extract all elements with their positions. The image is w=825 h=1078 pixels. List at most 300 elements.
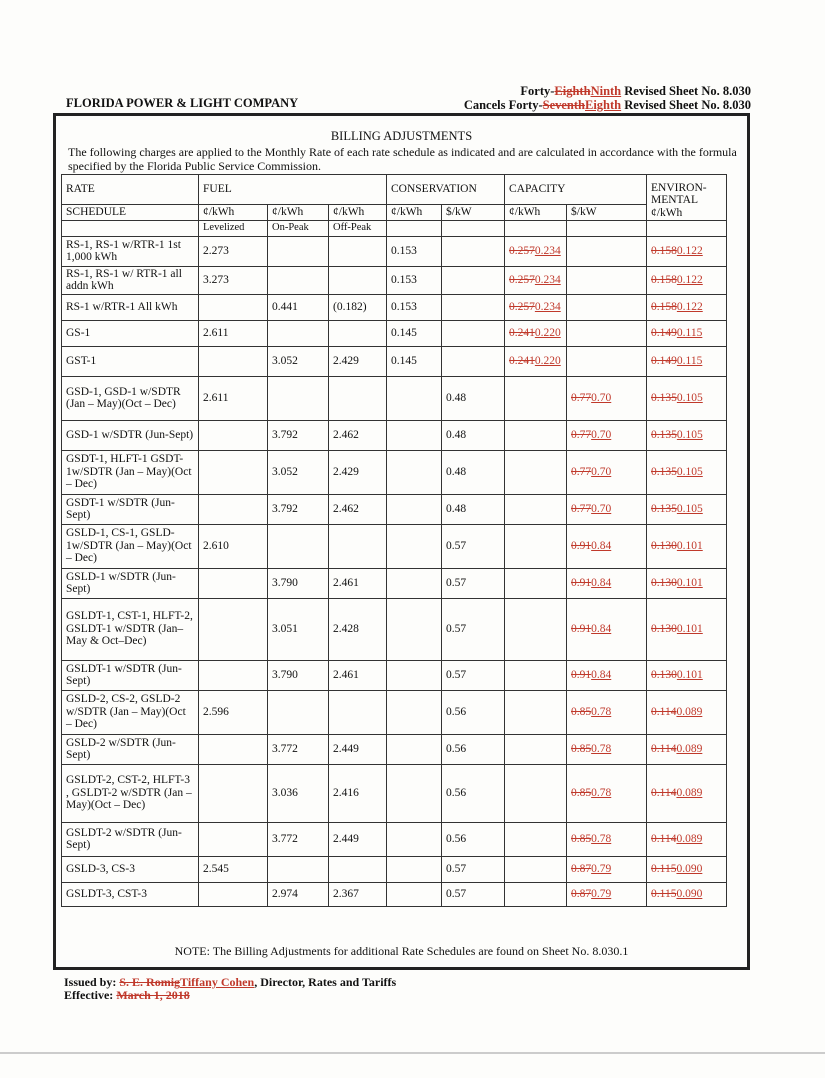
tariff-frame [53,113,750,970]
fuel-onpeak-cell: 3.772 [268,734,329,764]
cons-kw-cell [442,236,505,266]
cap-kw-cell [567,882,647,906]
fuel-levelized-cell [199,734,268,764]
inserted-value: 0.70 [591,391,612,404]
conservation-header: CONSERVATION [387,175,505,205]
cap-kwh-cell [505,376,567,420]
cap-kwh-cell [505,524,567,568]
cons-kwh-cell [387,376,442,420]
schedule-cell: RS-1, RS-1 w/RTR-1 1st 1,000 kWh [62,236,199,266]
fuel-offpeak-cell: (0.182) [329,294,387,320]
cap-kwh-cell [505,236,567,266]
schedule-cell: RS-1 w/RTR-1 All kWh [62,294,199,320]
cons-kwh-cell [387,856,442,882]
cap-kwh-cell [505,450,567,494]
deleted-value: 0.115 [651,887,677,900]
cancels-line [464,98,751,112]
fuel-onpeak-cell: 3.790 [268,568,329,598]
fuel-offpeak-unit: ¢/kWh [329,205,387,221]
inserted-text: Tiffany Cohen [180,975,255,989]
sheet-revision-header [464,84,751,112]
schedule-cell: GSLDT-3, CST-3 [62,882,199,906]
table-row [62,660,727,690]
inserted-value: 0.84 [591,622,612,635]
cons-kwh-cell [387,660,442,690]
env-cell [647,494,727,524]
billing-adjustments-table [61,174,727,907]
cap-kw-cell [567,494,647,524]
env-cell [647,764,727,822]
schedule-cell: GSLD-1 w/SDTR (Jun-Sept) [62,568,199,598]
table-row [62,346,727,376]
levelized-subheader: Levelized [199,221,268,237]
cap-kwh-cell [505,822,567,856]
cap-kw-cell [567,734,647,764]
fuel-levelized-cell: 2.273 [199,236,268,266]
schedule-cell: GSLD-1, CS-1, GSLD-1w/SDTR (Jan – May)(Oct – Dec) [62,524,199,568]
fuel-offpeak-cell: 2.449 [329,822,387,856]
blank-cell [567,221,647,237]
cons-kw-cell: 0.48 [442,376,505,420]
fuel-onpeak-cell: 3.792 [268,420,329,450]
table-row [62,822,727,856]
environmental-header [647,175,727,221]
cons-kwh-unit: ¢/kWh [387,205,442,221]
deleted-value: 0.114 [651,705,677,718]
inserted-value: 0.101 [676,622,703,635]
inserted-value: 0.089 [676,705,703,718]
inserted-value: 0.089 [676,742,703,755]
inserted-value: 0.78 [591,742,612,755]
blank-cell [62,221,199,237]
env-cell [647,346,727,376]
fuel-onpeak-cell: 0.441 [268,294,329,320]
table-row [62,690,727,734]
deleted-value: 0.77 [571,391,592,404]
cons-kw-cell [442,320,505,346]
blank-cell [647,221,727,237]
cons-kw-cell: 0.56 [442,734,505,764]
env-cell [647,294,727,320]
deleted-value: 0.158 [651,300,677,313]
inserted-value: 0.090 [676,862,703,875]
cap-kwh-unit: ¢/kWh [505,205,567,221]
fuel-offpeak-cell: 2.367 [329,882,387,906]
issued-label: Issued by: [64,975,120,989]
env-cell [647,450,727,494]
fuel-onpeak-cell: 2.974 [268,882,329,906]
inserted-value: 0.122 [676,300,703,313]
inserted-value: 0.84 [591,668,612,681]
deleted-value: 0.149 [651,326,677,339]
fuel-levelized-cell: 2.610 [199,524,268,568]
cons-kwh-cell [387,524,442,568]
deleted-value: 0.77 [571,428,592,441]
cap-kwh-cell [505,568,567,598]
inserted-value: 0.101 [676,668,703,681]
cap-kw-cell [567,822,647,856]
schedule-cell: GSDT-1 w/SDTR (Jun-Sept) [62,494,199,524]
effective-line [64,989,396,1002]
deleted-value: 0.257 [509,273,535,286]
table-row [62,524,727,568]
env-cell [647,320,727,346]
deleted-value: 0.114 [651,786,677,799]
deleted-value: 0.85 [571,705,592,718]
blank-cell [442,221,505,237]
cancels-prefix: Cancels Forty- [463,98,543,112]
env-cell [647,568,727,598]
fuel-levelized-cell: 2.611 [199,320,268,346]
cons-kw-cell: 0.56 [442,822,505,856]
fuel-levelized-cell: 2.545 [199,856,268,882]
environmental-label: ENVIRON-MENTAL [651,181,707,206]
blank-cell [387,221,442,237]
deleted-value: 0.91 [571,668,592,681]
cap-kw-cell [567,420,647,450]
cap-kwh-cell [505,420,567,450]
inserted-value: 0.122 [676,244,703,257]
deleted-value: 0.135 [651,428,677,441]
fuel-offpeak-cell [329,524,387,568]
table-row [62,734,727,764]
cons-kw-cell: 0.57 [442,660,505,690]
fuel-header: FUEL [199,175,387,205]
cons-kwh-cell: 0.153 [387,294,442,320]
inserted-value: 0.105 [676,428,703,441]
sheet-suffix: Revised Sheet No. 8.030 [621,84,751,98]
cap-kw-cell [567,764,647,822]
cons-kwh-cell [387,450,442,494]
cap-kw-cell [567,690,647,734]
inserted-value: 0.70 [591,428,612,441]
cap-kw-cell [567,598,647,660]
cancels-suffix: Revised Sheet No. 8.030 [621,98,751,112]
inserted-value: 0.089 [676,786,703,799]
issuance-block [64,976,396,1002]
cons-kw-cell: 0.48 [442,420,505,450]
fuel-levelized-cell [199,420,268,450]
cons-kwh-cell [387,420,442,450]
fuel-offpeak-cell [329,266,387,294]
cap-kw-unit: $/kW [567,205,647,221]
deleted-value: 0.115 [651,862,677,875]
fuel-levelized-unit: ¢/kWh [199,205,268,221]
deleted-value: 0.87 [571,862,592,875]
cap-kw-cell [567,320,647,346]
env-cell [647,598,727,660]
fuel-offpeak-cell: 2.429 [329,346,387,376]
deleted-value: 0.77 [571,502,592,515]
deleted-value: 0.114 [651,832,677,845]
cons-kwh-cell [387,734,442,764]
fuel-offpeak-cell: 2.449 [329,734,387,764]
env-cell [647,236,727,266]
cons-kw-cell: 0.56 [442,764,505,822]
onpeak-subheader: On-Peak [268,221,329,237]
schedule-cell: GSD-1 w/SDTR (Jun-Sept) [62,420,199,450]
schedule-cell: GSLD-3, CS-3 [62,856,199,882]
cap-kw-cell [567,236,647,266]
sheet-number-line [464,84,751,98]
fuel-onpeak-cell [268,690,329,734]
fuel-onpeak-cell [268,524,329,568]
fuel-onpeak-cell: 3.772 [268,822,329,856]
cap-kwh-cell [505,598,567,660]
cons-kwh-cell [387,598,442,660]
env-cell [647,524,727,568]
deleted-value: 0.135 [651,391,677,404]
inserted-text: Eighth [585,98,622,112]
page-title: BILLING ADJUSTMENTS [330,129,473,143]
cap-kw-cell [567,660,647,690]
fuel-offpeak-cell: 2.429 [329,450,387,494]
table-row [62,236,727,266]
fuel-offpeak-cell: 2.461 [329,568,387,598]
deleted-value: 0.91 [571,622,592,635]
cons-kwh-cell: 0.145 [387,320,442,346]
schedule-cell: GS-1 [62,320,199,346]
cons-kwh-cell [387,690,442,734]
inserted-value: 0.234 [534,244,561,257]
deleted-text: Seventh [542,98,585,112]
fuel-levelized-cell [199,294,268,320]
cap-kw-cell [567,524,647,568]
inserted-value: 0.105 [676,502,703,515]
fuel-offpeak-cell: 2.461 [329,660,387,690]
cons-kwh-cell: 0.153 [387,236,442,266]
schedule-cell: GSLDT-1, CST-1, HLFT-2, GSLDT-1 w/SDTR (Jan–May & Oct–Dec) [62,598,199,660]
inserted-value: 0.79 [591,862,612,875]
schedule-cell: GSLDT-2 w/SDTR (Jun-Sept) [62,822,199,856]
inserted-value: 0.105 [676,391,703,404]
deleted-value: 0.130 [651,622,677,635]
fuel-levelized-cell [199,882,268,906]
env-unit: ¢/kWh [651,206,683,219]
cons-kwh-cell [387,764,442,822]
fuel-onpeak-cell: 3.052 [268,450,329,494]
cons-kw-cell: 0.56 [442,690,505,734]
cons-kwh-cell [387,568,442,598]
offpeak-subheader: Off-Peak [329,221,387,237]
fuel-levelized-cell [199,494,268,524]
fuel-onpeak-cell: 3.036 [268,764,329,822]
fuel-levelized-cell [199,346,268,376]
inserted-value: 0.101 [676,576,703,589]
fuel-onpeak-cell: 3.790 [268,660,329,690]
deleted-text: March 1, 2018 [116,988,190,1002]
inserted-value: 0.70 [591,465,612,478]
inserted-value: 0.115 [676,326,703,339]
fuel-onpeak-cell: 3.052 [268,346,329,376]
schedule-cell: GSLD-2, CS-2, GSLD-2 w/SDTR (Jan – May)(Oct – Dec) [62,690,199,734]
deleted-value: 0.130 [651,668,677,681]
blank-cell [505,221,567,237]
deleted-value: 0.114 [651,742,677,755]
fuel-levelized-cell [199,450,268,494]
cap-kwh-cell [505,882,567,906]
inserted-value: 0.78 [591,832,612,845]
cons-kwh-cell [387,882,442,906]
cons-kw-cell: 0.57 [442,598,505,660]
env-cell [647,420,727,450]
cons-kw-cell: 0.57 [442,856,505,882]
deleted-value: 0.77 [571,465,592,478]
deleted-value: 0.241 [509,326,535,339]
fuel-levelized-cell [199,822,268,856]
fuel-onpeak-cell [268,320,329,346]
cap-kw-cell [567,568,647,598]
fuel-levelized-cell: 3.273 [199,266,268,294]
fuel-levelized-cell: 2.596 [199,690,268,734]
table-row [62,568,727,598]
cap-kw-cell [567,346,647,376]
schedule-cell: GSLDT-2, CST-2, HLFT-3 , GSLDT-2 w/SDTR (Jan – May)(Oct – Dec) [62,764,199,822]
cap-kw-cell [567,450,647,494]
fuel-offpeak-cell: 2.462 [329,420,387,450]
inserted-value: 0.090 [676,887,703,900]
cap-kw-cell [567,856,647,882]
cons-kwh-cell [387,494,442,524]
deleted-value: 0.135 [651,502,677,515]
inserted-value: 0.78 [591,705,612,718]
fuel-onpeak-cell [268,266,329,294]
env-cell [647,660,727,690]
table-row [62,450,727,494]
table-row [62,320,727,346]
deleted-text: S. E. Romig [119,975,181,989]
fuel-offpeak-cell [329,856,387,882]
cons-kw-cell [442,266,505,294]
cons-kwh-cell [387,822,442,856]
deleted-value: 0.87 [571,887,592,900]
fuel-levelized-cell [199,660,268,690]
schedule-cell: GSLDT-1 w/SDTR (Jun-Sept) [62,660,199,690]
fuel-onpeak-unit: ¢/kWh [268,205,329,221]
intro-paragraph: The following charges are applied to the Monthly Rate of each rate schedule as indicated and are calculated in accordance with the formula specified by the Florida Public Service Commission. [68,145,737,173]
cons-kw-cell: 0.48 [442,450,505,494]
table-row [62,420,727,450]
deleted-value: 0.135 [651,465,677,478]
schedule-cell: RS-1, RS-1 w/ RTR-1 all addn kWh [62,266,199,294]
schedule-cell: GSD-1, GSD-1 w/SDTR (Jan – May)(Oct – Dec) [62,376,199,420]
cons-kw-cell: 0.48 [442,494,505,524]
deleted-value: 0.85 [571,786,592,799]
inserted-value: 0.220 [534,326,561,339]
inserted-value: 0.84 [591,576,612,589]
fuel-levelized-cell [199,598,268,660]
fuel-offpeak-cell: 2.416 [329,764,387,822]
cap-kwh-cell [505,764,567,822]
inserted-value: 0.122 [676,273,703,286]
table-row [62,376,727,420]
deleted-value: 0.158 [651,273,677,286]
fuel-onpeak-cell [268,376,329,420]
fuel-offpeak-cell [329,320,387,346]
table-row [62,294,727,320]
deleted-value: 0.257 [509,300,535,313]
inserted-value: 0.78 [591,786,612,799]
cap-kwh-cell [505,346,567,376]
env-cell [647,822,727,856]
env-cell [647,856,727,882]
fuel-offpeak-cell [329,690,387,734]
deleted-value: 0.85 [571,742,592,755]
cons-kw-cell [442,346,505,376]
cons-kw-unit: $/kW [442,205,505,221]
fuel-offpeak-cell: 2.462 [329,494,387,524]
inserted-value: 0.234 [534,300,561,313]
cap-kwh-cell [505,494,567,524]
fuel-onpeak-cell [268,856,329,882]
fuel-offpeak-cell [329,236,387,266]
cap-kwh-cell [505,660,567,690]
rate-header: RATE [62,175,199,205]
cap-kw-cell [567,294,647,320]
cap-kw-cell [567,376,647,420]
schedule-cell: GST-1 [62,346,199,376]
cap-kwh-cell [505,266,567,294]
table-row [62,494,727,524]
deleted-value: 0.257 [509,244,535,257]
company-name: FLORIDA POWER & LIGHT COMPANY [66,96,299,110]
table-row [62,882,727,906]
table-row [62,598,727,660]
fuel-levelized-cell [199,568,268,598]
fuel-onpeak-cell: 3.051 [268,598,329,660]
scan-artifact-line [0,1052,825,1054]
deleted-value: 0.158 [651,244,677,257]
deleted-value: 0.91 [571,576,592,589]
cons-kw-cell [442,294,505,320]
inserted-value: 0.84 [591,539,612,552]
env-cell [647,266,727,294]
cap-kw-cell [567,266,647,294]
env-cell [647,882,727,906]
deleted-value: 0.85 [571,832,592,845]
inserted-value: 0.089 [676,832,703,845]
table-row [62,856,727,882]
cap-kwh-cell [505,294,567,320]
cap-kwh-cell [505,320,567,346]
deleted-value: 0.241 [509,354,535,367]
env-cell [647,376,727,420]
cons-kw-cell: 0.57 [442,568,505,598]
fuel-levelized-cell [199,764,268,822]
inserted-value: 0.79 [591,887,612,900]
cap-kwh-cell [505,690,567,734]
inserted-value: 0.101 [676,539,703,552]
footnote: NOTE: The Billing Adjustments for additional Rate Schedules are found on Sheet No. 8.030.1 [174,944,629,958]
deleted-value: 0.91 [571,539,592,552]
deleted-value: 0.130 [651,539,677,552]
schedule-header: SCHEDULE [62,205,199,221]
fuel-levelized-cell: 2.611 [199,376,268,420]
deleted-value: 0.130 [651,576,677,589]
deleted-text: Eighth [554,84,591,98]
schedule-cell: GSDT-1, HLFT-1 GSDT-1w/SDTR (Jan – May)(Oct – Dec) [62,450,199,494]
fuel-offpeak-cell [329,376,387,420]
cons-kw-cell: 0.57 [442,524,505,568]
env-cell [647,734,727,764]
inserted-value: 0.220 [534,354,561,367]
table-row [62,764,727,822]
effective-label: Effective: [64,988,117,1002]
inserted-value: 0.105 [676,465,703,478]
fuel-onpeak-cell: 3.792 [268,494,329,524]
fuel-offpeak-cell: 2.428 [329,598,387,660]
inserted-value: 0.115 [676,354,703,367]
